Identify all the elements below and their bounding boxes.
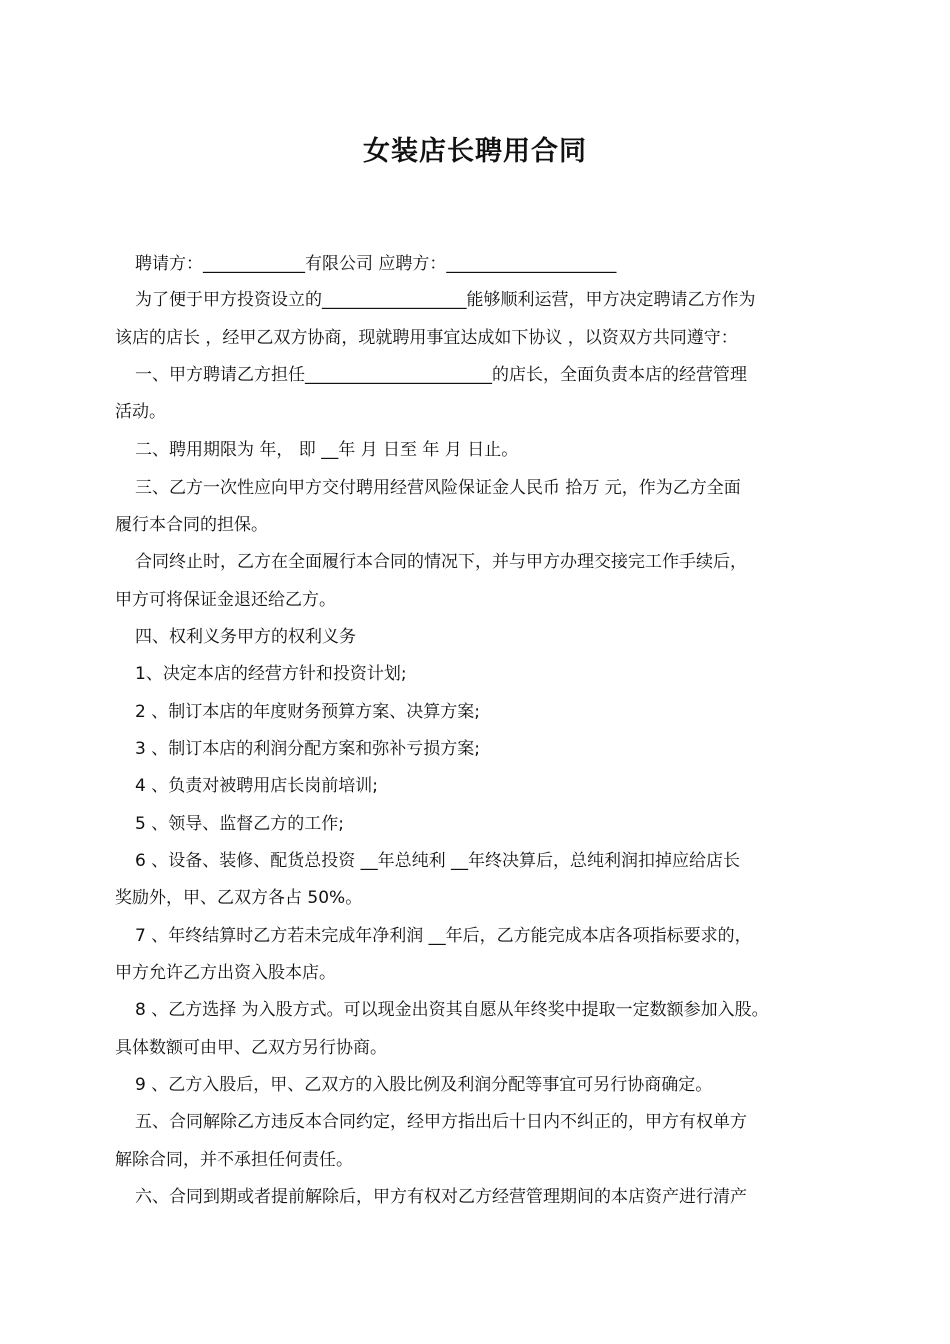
list-item: 奖励外，甲、乙双方各占 50%。 bbox=[115, 888, 363, 908]
clause-3-line: 三、乙方一次性应向甲方交付聘用经营风险保证金人民币 拾万 元，作为乙方全面 bbox=[135, 478, 741, 498]
document-title: 女装店长聘用合同 bbox=[363, 136, 587, 167]
clause-1-line: 一、甲方聘请乙方担任______________________的店长，全面负责本店的经营管理 bbox=[135, 365, 747, 385]
clause-5-line: 解除合同，并不承担任何责任。 bbox=[115, 1150, 353, 1170]
clause-4-heading: 四、权利义务甲方的权利义务 bbox=[135, 627, 356, 647]
list-item: 3 、制订本店的利润分配方案和弥补亏损方案; bbox=[135, 739, 480, 759]
list-item: 7 、年终结算时乙方若未完成年净利润 __年后，乙方能完成本店各项指标要求的， bbox=[135, 926, 752, 946]
list-item: 5 、领导、监督乙方的工作; bbox=[135, 814, 344, 834]
list-item: 4 、负责对被聘用店长岗前培训; bbox=[135, 776, 378, 796]
list-item: 8 、乙方选择 为入股方式。可以现金出资其自愿从年终奖中提取一定数额参加入股。 bbox=[135, 1000, 769, 1020]
list-item: 9 、乙方入股后，甲、乙双方的入股比例及利润分配等事宜可另行协商确定。 bbox=[135, 1075, 713, 1095]
parties-line: 聘请方：____________有限公司 应聘方：____________________ bbox=[135, 254, 617, 274]
paragraph-line: 该店的店长 ，经甲乙双方协商，现就聘用事宜达成如下协议 ，以资双方共同遵守： bbox=[115, 328, 738, 348]
clause-5-line: 五、合同解除乙方违反本合同约定，经甲方指出后十日内不纠正的，甲方有权单方 bbox=[135, 1112, 747, 1132]
clause-3-line: 履行本合同的担保。 bbox=[115, 515, 268, 535]
paragraph-line: 合同终止时，乙方在全面履行本合同的情况下，并与甲方办理交接完工作手续后， bbox=[135, 552, 747, 572]
paragraph-line: 为了便于甲方投资设立的_________________能够顺利运营，甲方决定聘请乙方作为 bbox=[135, 290, 756, 310]
list-item: 6 、设备、装修、配货总投资 __年总纯利 __年终决算后，总纯利润扣掉应给店长 bbox=[135, 851, 741, 871]
list-item: 1、决定本店的经营方针和投资计划; bbox=[135, 664, 407, 684]
list-item: 具体数额可由甲、乙双方另行协商。 bbox=[115, 1038, 387, 1058]
paragraph-line: 甲方可将保证金退还给乙方。 bbox=[115, 590, 336, 610]
list-item: 甲方允许乙方出资入股本店。 bbox=[115, 963, 336, 983]
clause-2-line: 二、聘用期限为 年， 即 __年 月 日至 年 月 日止。 bbox=[135, 440, 519, 460]
clause-6-line: 六、合同到期或者提前解除后，甲方有权对乙方经营管理期间的本店资产进行清产 bbox=[135, 1187, 747, 1207]
list-item: 2 、制订本店的年度财务预算方案、决算方案; bbox=[135, 702, 480, 722]
clause-1-line: 活动。 bbox=[115, 402, 166, 422]
